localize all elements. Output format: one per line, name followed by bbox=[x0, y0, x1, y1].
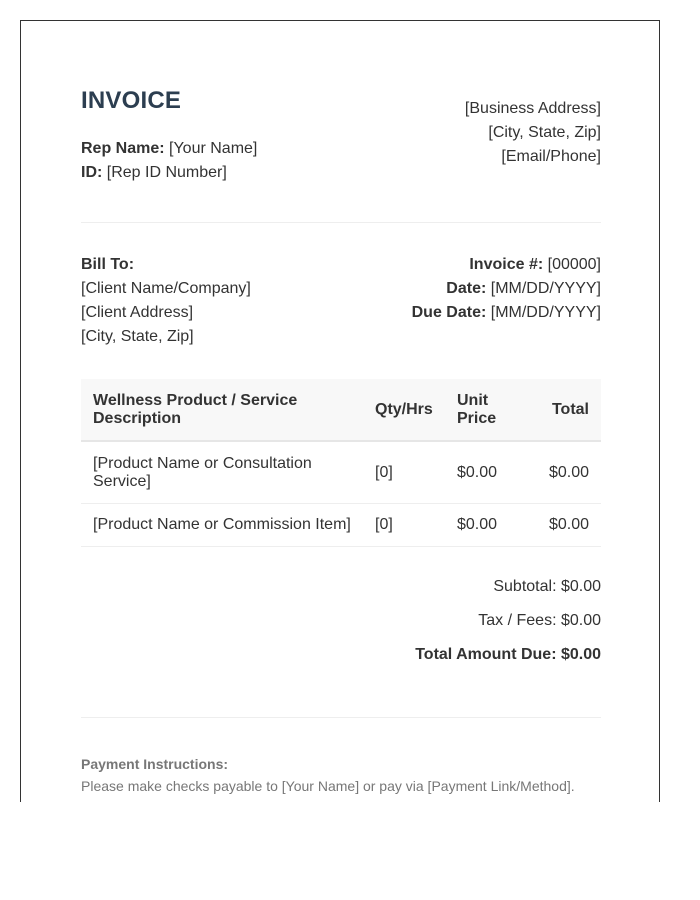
row-unit-price: $0.00 bbox=[445, 504, 525, 547]
business-city-state-zip: [City, State, Zip] bbox=[488, 124, 601, 141]
rep-name-label: Rep Name: bbox=[81, 140, 165, 157]
rep-id-line bbox=[81, 161, 257, 185]
total-amount-due: Total Amount Due: $0.00 bbox=[415, 646, 601, 663]
row-description: [Product Name or Consultation Service] bbox=[81, 441, 363, 504]
header-qty: Qty/Hrs bbox=[363, 379, 445, 441]
row-unit-price: $0.00 bbox=[445, 441, 525, 504]
table-header-row bbox=[81, 379, 601, 441]
bill-to bbox=[81, 253, 251, 349]
invoice-date-line bbox=[412, 277, 601, 301]
header-unit-price: Unit Price bbox=[445, 379, 525, 441]
payment-text: Please make checks payable to [Your Name] or pay via [Payment Link/Method]. bbox=[81, 778, 575, 794]
divider-top bbox=[81, 222, 601, 223]
divider-bottom bbox=[81, 717, 601, 718]
rep-id-label: ID: bbox=[81, 164, 103, 181]
payment-title: Payment Instructions: bbox=[81, 756, 229, 772]
payment-instructions bbox=[81, 753, 575, 797]
due-date-label: Due Date: bbox=[411, 304, 487, 321]
table-row bbox=[81, 441, 601, 504]
rep-info bbox=[81, 137, 257, 185]
invoice-sheet bbox=[20, 20, 660, 802]
bill-to-label: Bill To: bbox=[81, 256, 135, 273]
row-qty: [0] bbox=[363, 441, 445, 504]
business-address: [Business Address] bbox=[464, 100, 601, 117]
client-address: [Client Address] bbox=[81, 304, 194, 321]
row-total: $0.00 bbox=[525, 441, 601, 504]
row-description: [Product Name or Commission Item] bbox=[81, 504, 363, 547]
rep-id-value: [Rep ID Number] bbox=[102, 164, 227, 181]
rep-name-value: [Your Name] bbox=[164, 140, 258, 157]
business-info bbox=[465, 97, 601, 169]
rep-name-line bbox=[81, 137, 257, 161]
tax-fees: Tax / Fees: $0.00 bbox=[478, 612, 601, 629]
table-row bbox=[81, 504, 601, 547]
header-total: Total bbox=[525, 379, 601, 441]
due-date-line bbox=[412, 301, 601, 325]
invoice-date-value: [MM/DD/YYYY] bbox=[486, 280, 601, 297]
header-description: Wellness Product / Service Description bbox=[81, 379, 363, 441]
invoice-date-label: Date: bbox=[446, 280, 487, 297]
subtotal: Subtotal: $0.00 bbox=[493, 578, 601, 595]
invoice-number-value: [00000] bbox=[543, 256, 601, 273]
due-date-value: [MM/DD/YYYY] bbox=[486, 304, 601, 321]
business-contact: [Email/Phone] bbox=[501, 148, 601, 165]
invoice-number-line bbox=[412, 253, 601, 277]
client-city-state-zip: [City, State, Zip] bbox=[81, 328, 194, 345]
client-name: [Client Name/Company] bbox=[81, 280, 251, 297]
invoice-title: INVOICE bbox=[81, 87, 182, 114]
row-total: $0.00 bbox=[525, 504, 601, 547]
totals-block bbox=[415, 577, 601, 679]
line-items-table bbox=[81, 379, 601, 547]
invoice-meta bbox=[412, 253, 601, 325]
row-qty: [0] bbox=[363, 504, 445, 547]
invoice-number-label: Invoice #: bbox=[469, 256, 544, 273]
